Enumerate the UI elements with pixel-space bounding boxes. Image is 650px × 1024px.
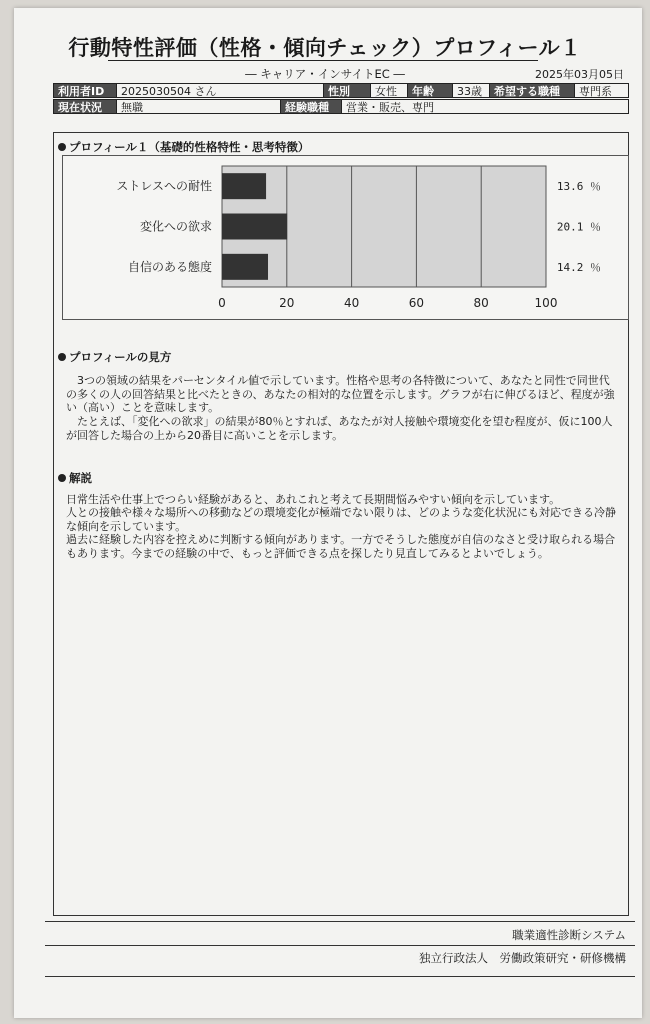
page-title: 行動特性評価（性格・傾向チェック）プロフィール１ — [68, 36, 582, 60]
desired-job-value: 専門系 — [574, 83, 629, 98]
footer-organization: 独立行政法人 労働政策研究・研修機構 — [419, 951, 626, 965]
x-tick-label: 40 — [343, 296, 360, 310]
user-id-value: 2025030504 さん — [116, 83, 324, 98]
bar — [222, 214, 287, 240]
howto-paragraph-1: 3つの領域の結果をパーセンタイル値で示しています。性格や思考の各特徴について、あなたと同性で同世代の多くの人の回答結果と比べたときの、あなたの相対的な位置を示します。グラフが右に伸びるほど、程度が強い（高い）ことを意味します。 — [66, 374, 615, 415]
x-tick-label: 100 — [534, 296, 558, 310]
value-label: 13.6 ％ — [556, 180, 601, 194]
percentile-bar-chart — [63, 156, 628, 319]
experience-label: 経験職種 — [280, 99, 342, 114]
bullet-icon — [58, 353, 66, 361]
footer-divider-top — [45, 921, 635, 922]
age-label: 年齢 — [407, 83, 453, 98]
explanation-paragraph-3: 過去に経験した内容を控えめに判断する傾向があります。一方でそうした態度が自信のなさと受け取られる場合もあります。今までの経験の中で、もっと評価できる点を探したり見直してみるとよいでしょう。 — [66, 533, 616, 560]
gender-value: 女性 — [370, 83, 408, 98]
howto-paragraph-2: たとえば、「変化への欲求」の結果が80％とすれば、あなたが対人接触や環境変化を望む程度が、仮に100人が回答した場合の上から20番目に高いことを示します。 — [66, 415, 613, 442]
status-label: 現在状況 — [53, 99, 117, 114]
age-value: 33歳 — [452, 83, 490, 98]
chart-box — [62, 155, 629, 320]
howto-heading — [58, 349, 171, 365]
desired-job-label: 希望する職種 — [489, 83, 575, 98]
user-id-label: 利用者ID — [53, 83, 117, 98]
explanation-heading — [58, 470, 92, 486]
x-tick-label: 20 — [279, 296, 295, 310]
category-label: ストレスへの耐性 — [116, 179, 212, 194]
bullet-icon — [58, 143, 66, 151]
bar — [222, 173, 266, 199]
report-date: 2025年03月05日 — [535, 68, 624, 81]
x-tick-label: 0 — [218, 296, 226, 310]
title-underline — [108, 60, 538, 61]
x-tick-label: 80 — [473, 296, 489, 310]
experience-value: 営業・販売、専門 — [341, 99, 629, 114]
explanation-paragraph-1: 日常生活や仕事上でつらい経験があると、あれこれと考えて長期間悩みやすい傾向を示しています。 — [66, 493, 561, 506]
category-label: 自信のある態度 — [127, 259, 212, 274]
explanation-title: 解説 — [69, 471, 92, 485]
category-label: 変化への欲求 — [139, 219, 212, 234]
user-info-table — [53, 83, 629, 115]
value-label: 14.2 ％ — [556, 260, 601, 274]
status-value: 無職 — [116, 99, 281, 114]
footer-divider-middle — [45, 945, 635, 946]
bullet-icon — [58, 474, 66, 482]
gender-label: 性別 — [323, 83, 371, 98]
explanation-paragraph-2: 人との接触や様々な場所への移動などの環境変化が極端でない限りは、どのような変化状況にも対応できる冷静な傾向を示しています。 — [66, 506, 616, 533]
x-tick-label: 60 — [408, 296, 425, 310]
page-subtitle: ― キャリア・インサイトEC ― — [245, 67, 405, 81]
profile-section-title: プロフィール１（基礎的性格特性・思考特徴） — [69, 140, 310, 154]
footer-system-name: 職業適性診断システム — [512, 928, 626, 942]
profile-section-heading — [58, 139, 309, 155]
bar — [222, 254, 268, 280]
howto-title: プロフィールの見方 — [69, 350, 172, 364]
footer-divider-bottom — [45, 976, 635, 977]
value-label: 20.1 ％ — [556, 220, 601, 234]
